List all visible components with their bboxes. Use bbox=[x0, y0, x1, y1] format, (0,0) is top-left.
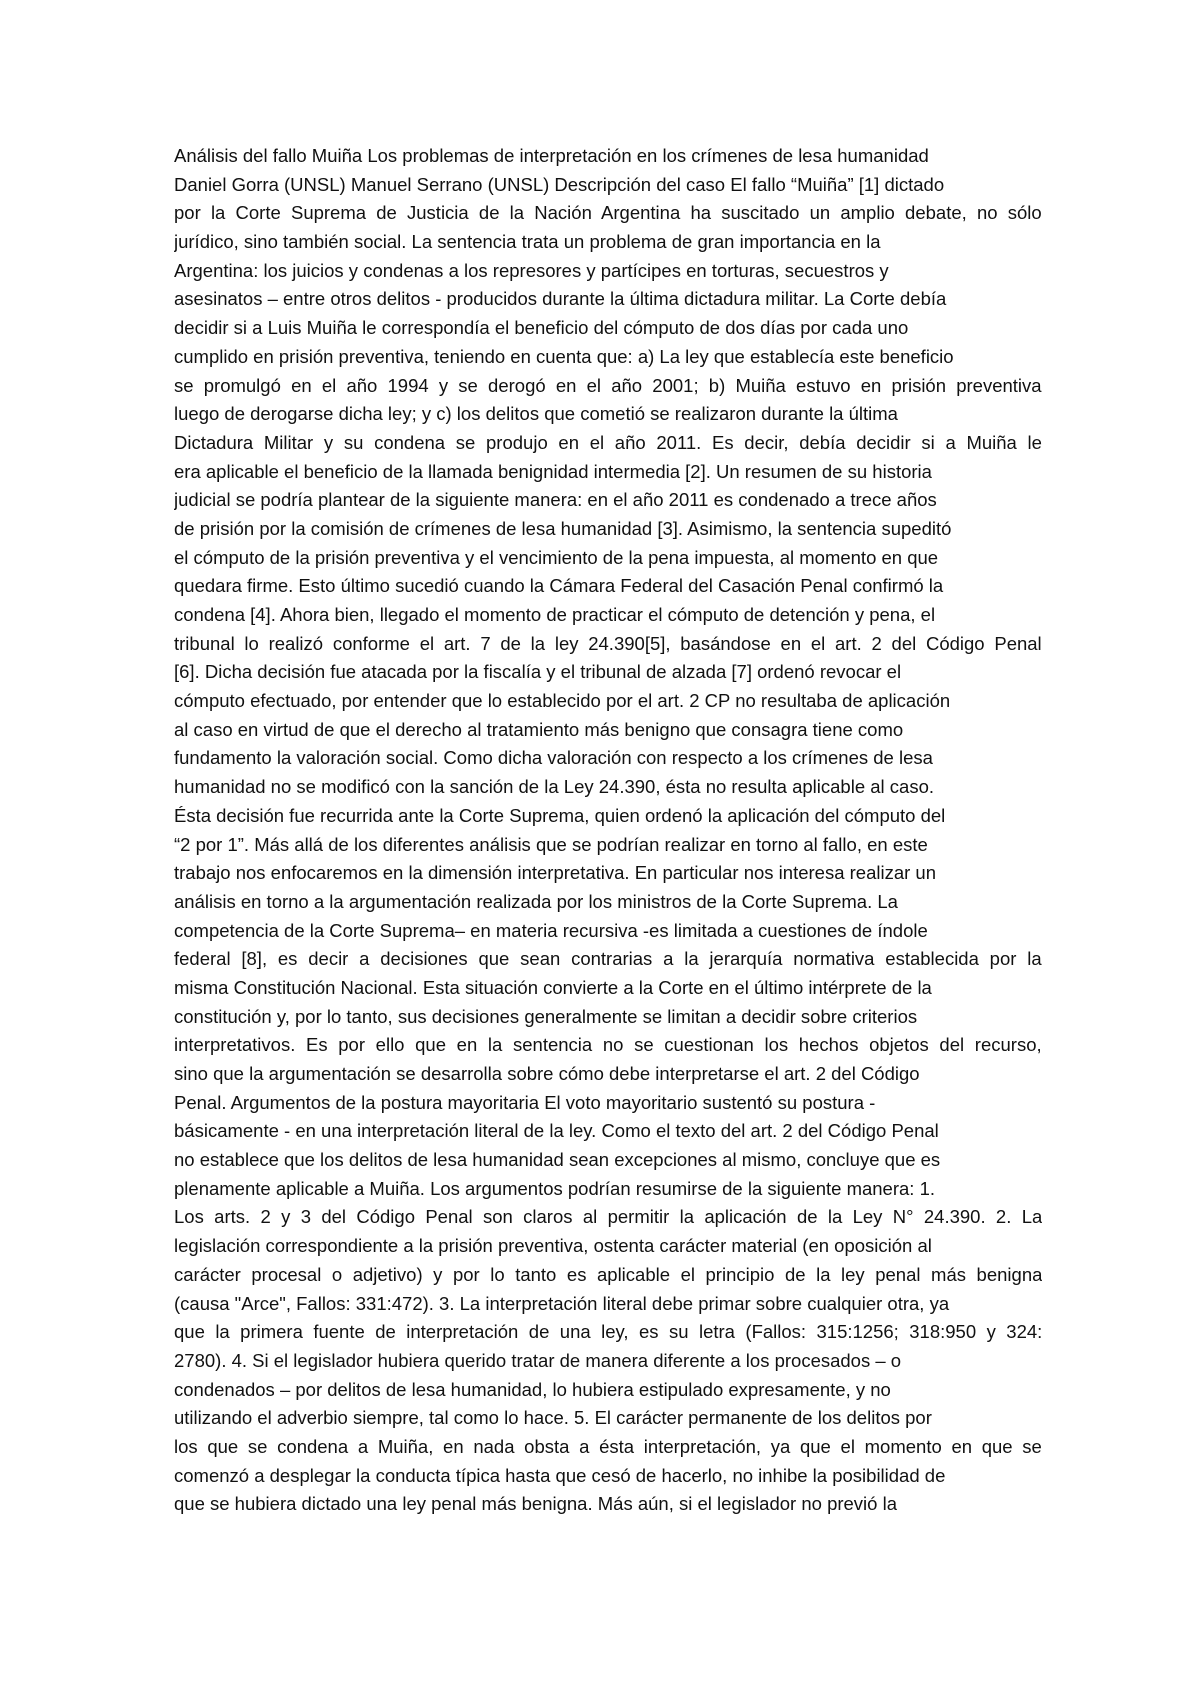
text-line: tribunal lo realizó conforme el art. 7 de la ley 24.390[5], basándose en el art. 2 del Código Penal bbox=[174, 632, 1042, 654]
text-line: que la primera fuente de interpretación de una ley, es su letra (Fallos: 315:1256; 318:950 y 324: bbox=[174, 1321, 1042, 1343]
body-text bbox=[174, 142, 1042, 1519]
text-line: no establece que los delitos de lesa humanidad sean excepciones al mismo, concluye que es bbox=[174, 1149, 941, 1171]
text-line: quedara firme. Esto último sucedió cuando la Cámara Federal del Casación Penal confirmó la bbox=[174, 575, 944, 597]
text-line: Daniel Gorra (UNSL) Manuel Serrano (UNSL) Descripción del caso El fallo “Muiña” [1] dictado bbox=[174, 173, 945, 195]
text-line: 2780). 4. Si el legislador hubiera querido tratar de manera diferente a los procesados – o bbox=[174, 1349, 902, 1371]
text-line: “2 por 1”. Más allá de los diferentes análisis que se podrían realizar en torno al fallo, en este bbox=[174, 833, 928, 855]
text-line: Argentina: los juicios y condenas a los represores y partícipes en torturas, secuestros y bbox=[174, 259, 889, 281]
text-line: básicamente - en una interpretación literal de la ley. Como el texto del art. 2 del Código Penal bbox=[174, 1120, 939, 1142]
text-line: interpretativos. Es por ello que en la sentencia no se cuestionan los hechos objetos del recurso, bbox=[174, 1034, 1042, 1056]
text-line: Análisis del fallo Muiña Los problemas de interpretación en los crímenes de lesa humanidad bbox=[174, 145, 929, 166]
text-line: se promulgó en el año 1994 y se derogó en el año 2001; b) Muiña estuvo en prisión preventiva bbox=[174, 374, 1042, 396]
text-line: al caso en virtud de que el derecho al tratamiento más benigno que consagra tiene como bbox=[174, 718, 904, 740]
text-line: el cómputo de la prisión preventiva y el vencimiento de la pena impuesta, al momento en que bbox=[174, 546, 939, 568]
text-line: constitución y, por lo tanto, sus decisiones generalmente se limitan a decidir sobre criterios bbox=[174, 1005, 918, 1027]
text-line: Dictadura Militar y su condena se produjo en el año 2011. Es decir, debía decidir si a Muiña le bbox=[174, 431, 1042, 453]
text-line: era aplicable el beneficio de la llamada benignidad intermedia [2]. Un resumen de su historia bbox=[174, 460, 932, 482]
text-line: fundamento la valoración social. Como dicha valoración con respecto a los crímenes de lesa bbox=[174, 747, 933, 769]
text-line: de prisión por la comisión de crímenes de lesa humanidad [3]. Asimismo, la sentencia supeditó bbox=[174, 517, 952, 539]
text-line: federal [8], es decir a decisiones que sean contrarias a la jerarquía normativa establecida por la bbox=[174, 948, 1042, 970]
text-line: (causa "Arce", Fallos: 331:472). 3. La interpretación literal debe primar sobre cualquier otra, ya bbox=[174, 1292, 950, 1314]
text-line: judicial se podría plantear de la siguiente manera: en el año 2011 es condenado a trece años bbox=[174, 489, 937, 511]
text-line: trabajo nos enfocaremos en la dimensión interpretativa. En particular nos interesa realizar un bbox=[174, 862, 936, 884]
text-line: [6]. Dicha decisión fue atacada por la fiscalía y el tribunal de alzada [7] ordenó revocar el bbox=[174, 661, 902, 683]
text-line: comenzó a desplegar la conducta típica hasta que cesó de hacerlo, no inhibe la posibilidad de bbox=[174, 1464, 946, 1486]
text-line: los que se condena a Muiña, en nada obsta a ésta interpretación, ya que el momento en que se bbox=[174, 1435, 1042, 1457]
text-line: por la Corte Suprema de Justicia de la Nación Argentina ha suscitado un amplio debate, no sólo bbox=[174, 202, 1042, 224]
text-line: análisis en torno a la argumentación realizada por los ministros de la Corte Suprema. La bbox=[174, 890, 898, 912]
text-line: cumplido en prisión preventiva, teniendo en cuenta que: a) La ley que establecía este beneficio bbox=[174, 345, 954, 367]
text-line: asesinatos – entre otros delitos - producidos durante la última dictadura militar. La Corte debía bbox=[174, 288, 947, 310]
text-line: Penal. Argumentos de la postura mayoritaria El voto mayoritario sustentó su postura - bbox=[174, 1091, 876, 1113]
text-line: misma Constitución Nacional. Esta situación convierte a la Corte en el último intérprete de la bbox=[174, 976, 932, 998]
text-line: utilizando el adverbio siempre, tal como lo hace. 5. El carácter permanente de los delitos por bbox=[174, 1407, 932, 1429]
text-line: decidir si a Luis Muiña le correspondía el beneficio del cómputo de dos días por cada uno bbox=[174, 317, 909, 339]
text-line: plenamente aplicable a Muiña. Los argumentos podrían resumirse de la siguiente manera: 1. bbox=[174, 1177, 936, 1199]
text-line: condena [4]. Ahora bien, llegado el momento de practicar el cómputo de detención y pena, el bbox=[174, 604, 936, 625]
text-line: humanidad no se modificó con la sanción de la Ley 24.390, ésta no resulta aplicable al caso. bbox=[174, 776, 935, 798]
text-line: condenados – por delitos de lesa humanidad, lo hubiera estipulado expresamente, y no bbox=[174, 1378, 891, 1400]
text-line: luego de derogarse dicha ley; y c) los delitos que cometió se realizaron durante la última bbox=[174, 403, 898, 425]
text-line: jurídico, sino también social. La sentencia trata un problema de gran importancia en la bbox=[174, 231, 881, 253]
text-line: que se hubiera dictado una ley penal más benigna. Más aún, si el legislador no previó la bbox=[174, 1493, 897, 1515]
text-line: cómputo efectuado, por entender que lo establecido por el art. 2 CP no resultaba de aplicación bbox=[174, 690, 951, 712]
text-line: sino que la argumentación se desarrolla sobre cómo debe interpretarse el art. 2 del Código bbox=[174, 1063, 920, 1084]
text-line: Ésta decisión fue recurrida ante la Corte Suprema, quien ordenó la aplicación del cómputo del bbox=[174, 804, 946, 826]
text-line: carácter procesal o adjetivo) y por lo tanto es aplicable el principio de la ley penal más benigna bbox=[174, 1263, 1042, 1285]
text-line: competencia de la Corte Suprema– en materia recursiva -es limitada a cuestiones de índole bbox=[174, 919, 928, 941]
text-line: Los arts. 2 y 3 del Código Penal son claros al permitir la aplicación de la Ley N° 24.390. 2. La bbox=[174, 1206, 1042, 1228]
text-line: legislación correspondiente a la prisión preventiva, ostenta carácter material (en oposición al bbox=[174, 1235, 932, 1257]
